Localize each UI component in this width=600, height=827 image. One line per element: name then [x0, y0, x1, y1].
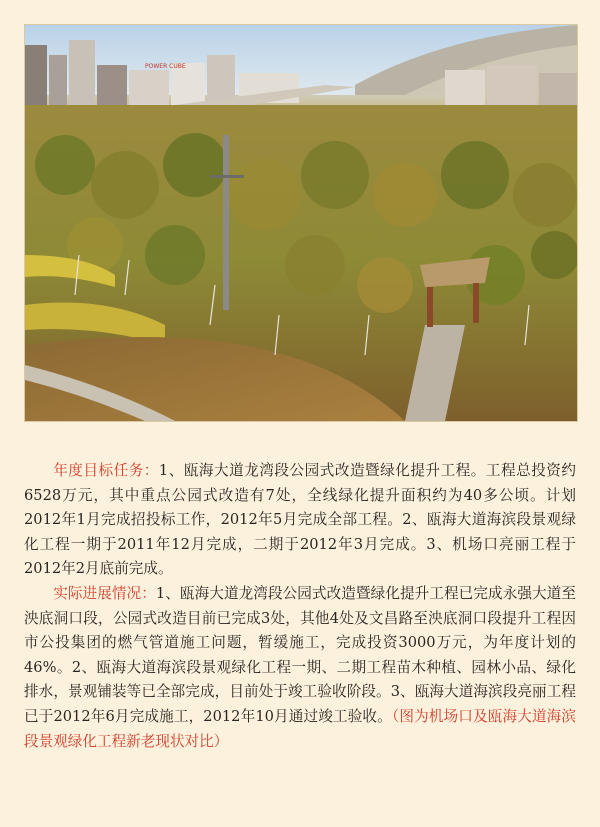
- utility-pole: [223, 135, 229, 310]
- paragraph-actual-progress: [24, 582, 576, 754]
- photo-caption: （图为机场口及瓯海大道海滨段景观绿化工程新老现状对比）: [24, 707, 577, 750]
- label-actual-progress: 实际进展情况：: [53, 584, 156, 602]
- label-annual-goals: 年度目标任务：: [53, 462, 159, 479]
- annual-goals-body: 1、瓯海大道龙湾段公园式改造暨绿化提升工程。工程总投资约6528万元，其中重点公园式改造有7处，全线绿化提升面积约为40多公顷。计划2012年1月完成招投标工作，2012年5月完成全部工程。2、瓯海大道海滨段景观绿化工程一期于2011年12月完成，二期于2012年3月完成。3、机场口亮丽工程于2012年2月底前完成。: [24, 462, 576, 578]
- landscape-photo: [24, 24, 578, 422]
- actual-progress-body: 1、瓯海大道龙湾段公园式改造暨绿化提升工程已完成永强大道至泱底洞口段，公园式改造目前已完成3处，其他4处及文昌路至泱底洞口段提升工程因市公投集团的燃气管道施工问题，暂缓施工，完成投资3000万元，为年度计划的46%。2、瓯海大道海滨段景观绿化工程一期、二期工程苗木种植、园林小品、绿化排水，景观铺装等已全部完成，目前处于竣工验收阶段。3、瓯海大道海滨段亮丽工程已于2012年6月完成施工，2012年10月通过竣工验收。: [24, 584, 576, 725]
- building-sign: POWER CUBE: [145, 63, 186, 70]
- article-text: [24, 459, 576, 754]
- paragraph-annual-goals: [24, 459, 576, 582]
